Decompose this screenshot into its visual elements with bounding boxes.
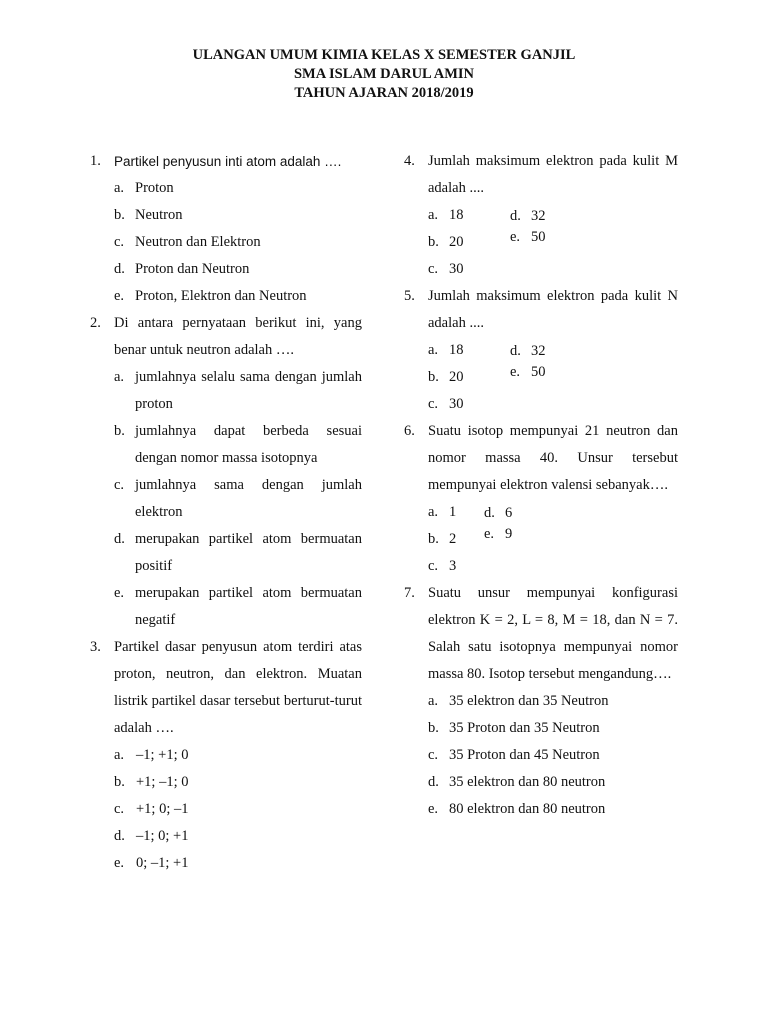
option-e: e. 9 xyxy=(484,526,513,542)
question-text: Di antara pernyataan berikut ini, yang benar untuk neutron adalah …. xyxy=(114,315,362,358)
question-7 xyxy=(404,580,678,823)
question-text: Suatu isotop mempunyai 21 neutron dan nomor massa 40. Unsur tersebut mempunyai elektron valensi sebanyak…. xyxy=(428,423,678,493)
question-5 xyxy=(404,283,678,418)
option-e: e. Proton, Elektron dan Neutron xyxy=(114,288,307,304)
academic-year: TAHUN AJARAN 2018/2019 xyxy=(294,85,474,101)
question-number: 4. xyxy=(404,153,415,169)
option-d: d. 35 elektron dan 80 neutron xyxy=(428,774,606,790)
option-e: e. 50 xyxy=(510,364,546,380)
option-e: e. 50 xyxy=(510,229,546,245)
question-1 xyxy=(90,148,362,310)
option-c: c. 35 Proton dan 45 Neutron xyxy=(428,747,600,763)
option-b: b. 20 xyxy=(428,369,464,385)
question-number: 2. xyxy=(90,315,101,331)
question-3 xyxy=(90,634,362,877)
option-c: c. +1; 0; –1 xyxy=(114,801,189,817)
option-a: a. Proton xyxy=(114,180,174,196)
option-a: a. 1 xyxy=(428,504,457,520)
right-column xyxy=(404,148,678,823)
option-c: c. 30 xyxy=(428,396,464,412)
option-a: a. –1; +1; 0 xyxy=(114,747,189,763)
option-d: d. 6 xyxy=(484,505,513,521)
option-c: c. Neutron dan Elektron xyxy=(114,234,261,250)
question-text: Partikel penyusun inti atom adalah …. xyxy=(114,154,342,169)
question-text: Partikel dasar penyusun atom terdiri atas proton, neutron, dan elektron. Muatan listrik partikel dasar tersebut berturut-turut adalah …. xyxy=(114,639,362,736)
option-b: b. 20 xyxy=(428,234,464,250)
option-e: e. 0; –1; +1 xyxy=(114,855,189,871)
option-d: d. 32 xyxy=(510,208,546,224)
question-text: Jumlah maksimum elektron pada kulit M adalah .... xyxy=(428,153,678,196)
left-column xyxy=(90,148,362,877)
question-number: 7. xyxy=(404,585,415,601)
question-number: 1. xyxy=(90,153,101,169)
option-b: b. +1; –1; 0 xyxy=(114,774,189,790)
school-name: SMA ISLAM DARUL AMIN xyxy=(293,66,475,82)
option-a: a. jumlahnya selalu sama dengan jumlah proton xyxy=(114,369,362,412)
question-text: Jumlah maksimum elektron pada kulit N adalah .... xyxy=(428,288,678,331)
exam-header xyxy=(0,46,768,103)
option-d: d. merupakan partikel atom bermuatan positif xyxy=(114,531,362,574)
option-a: a. 35 elektron dan 35 Neutron xyxy=(428,693,609,709)
option-d: d. 32 xyxy=(510,343,546,359)
option-b: b. Neutron xyxy=(114,207,183,223)
option-e: e. 80 elektron dan 80 neutron xyxy=(428,801,606,817)
option-c: c. 3 xyxy=(428,558,457,574)
option-b: b. jumlahnya dapat berbeda sesuai dengan nomor massa isotopnya xyxy=(114,423,362,466)
option-a: a. 18 xyxy=(428,342,464,358)
option-c: c. 30 xyxy=(428,261,464,277)
option-d: d. Proton dan Neutron xyxy=(114,261,250,277)
question-2 xyxy=(90,310,362,634)
option-b: b. 2 xyxy=(428,531,457,547)
question-number: 6. xyxy=(404,423,415,439)
option-e: e. merupakan partikel atom bermuatan negatif xyxy=(114,585,362,628)
question-number: 3. xyxy=(90,639,101,655)
question-6 xyxy=(404,418,678,580)
option-b: b. 35 Proton dan 35 Neutron xyxy=(428,720,600,736)
question-number: 5. xyxy=(404,288,415,304)
option-a: a. 18 xyxy=(428,207,464,223)
option-d: d. –1; 0; +1 xyxy=(114,828,189,844)
question-text: Suatu unsur mempunyai konfigurasi elektron K = 2, L = 8, M = 18, dan N = 7. Salah satu isotopnya mempunyai nomor massa 80. Isotop tersebut mengandung…. xyxy=(428,585,678,682)
question-4 xyxy=(404,148,678,283)
exam-title: ULANGAN UMUM KIMIA KELAS X SEMESTER GANJIL xyxy=(192,47,576,63)
option-c: c. jumlahnya sama dengan jumlah elektron xyxy=(114,477,362,520)
